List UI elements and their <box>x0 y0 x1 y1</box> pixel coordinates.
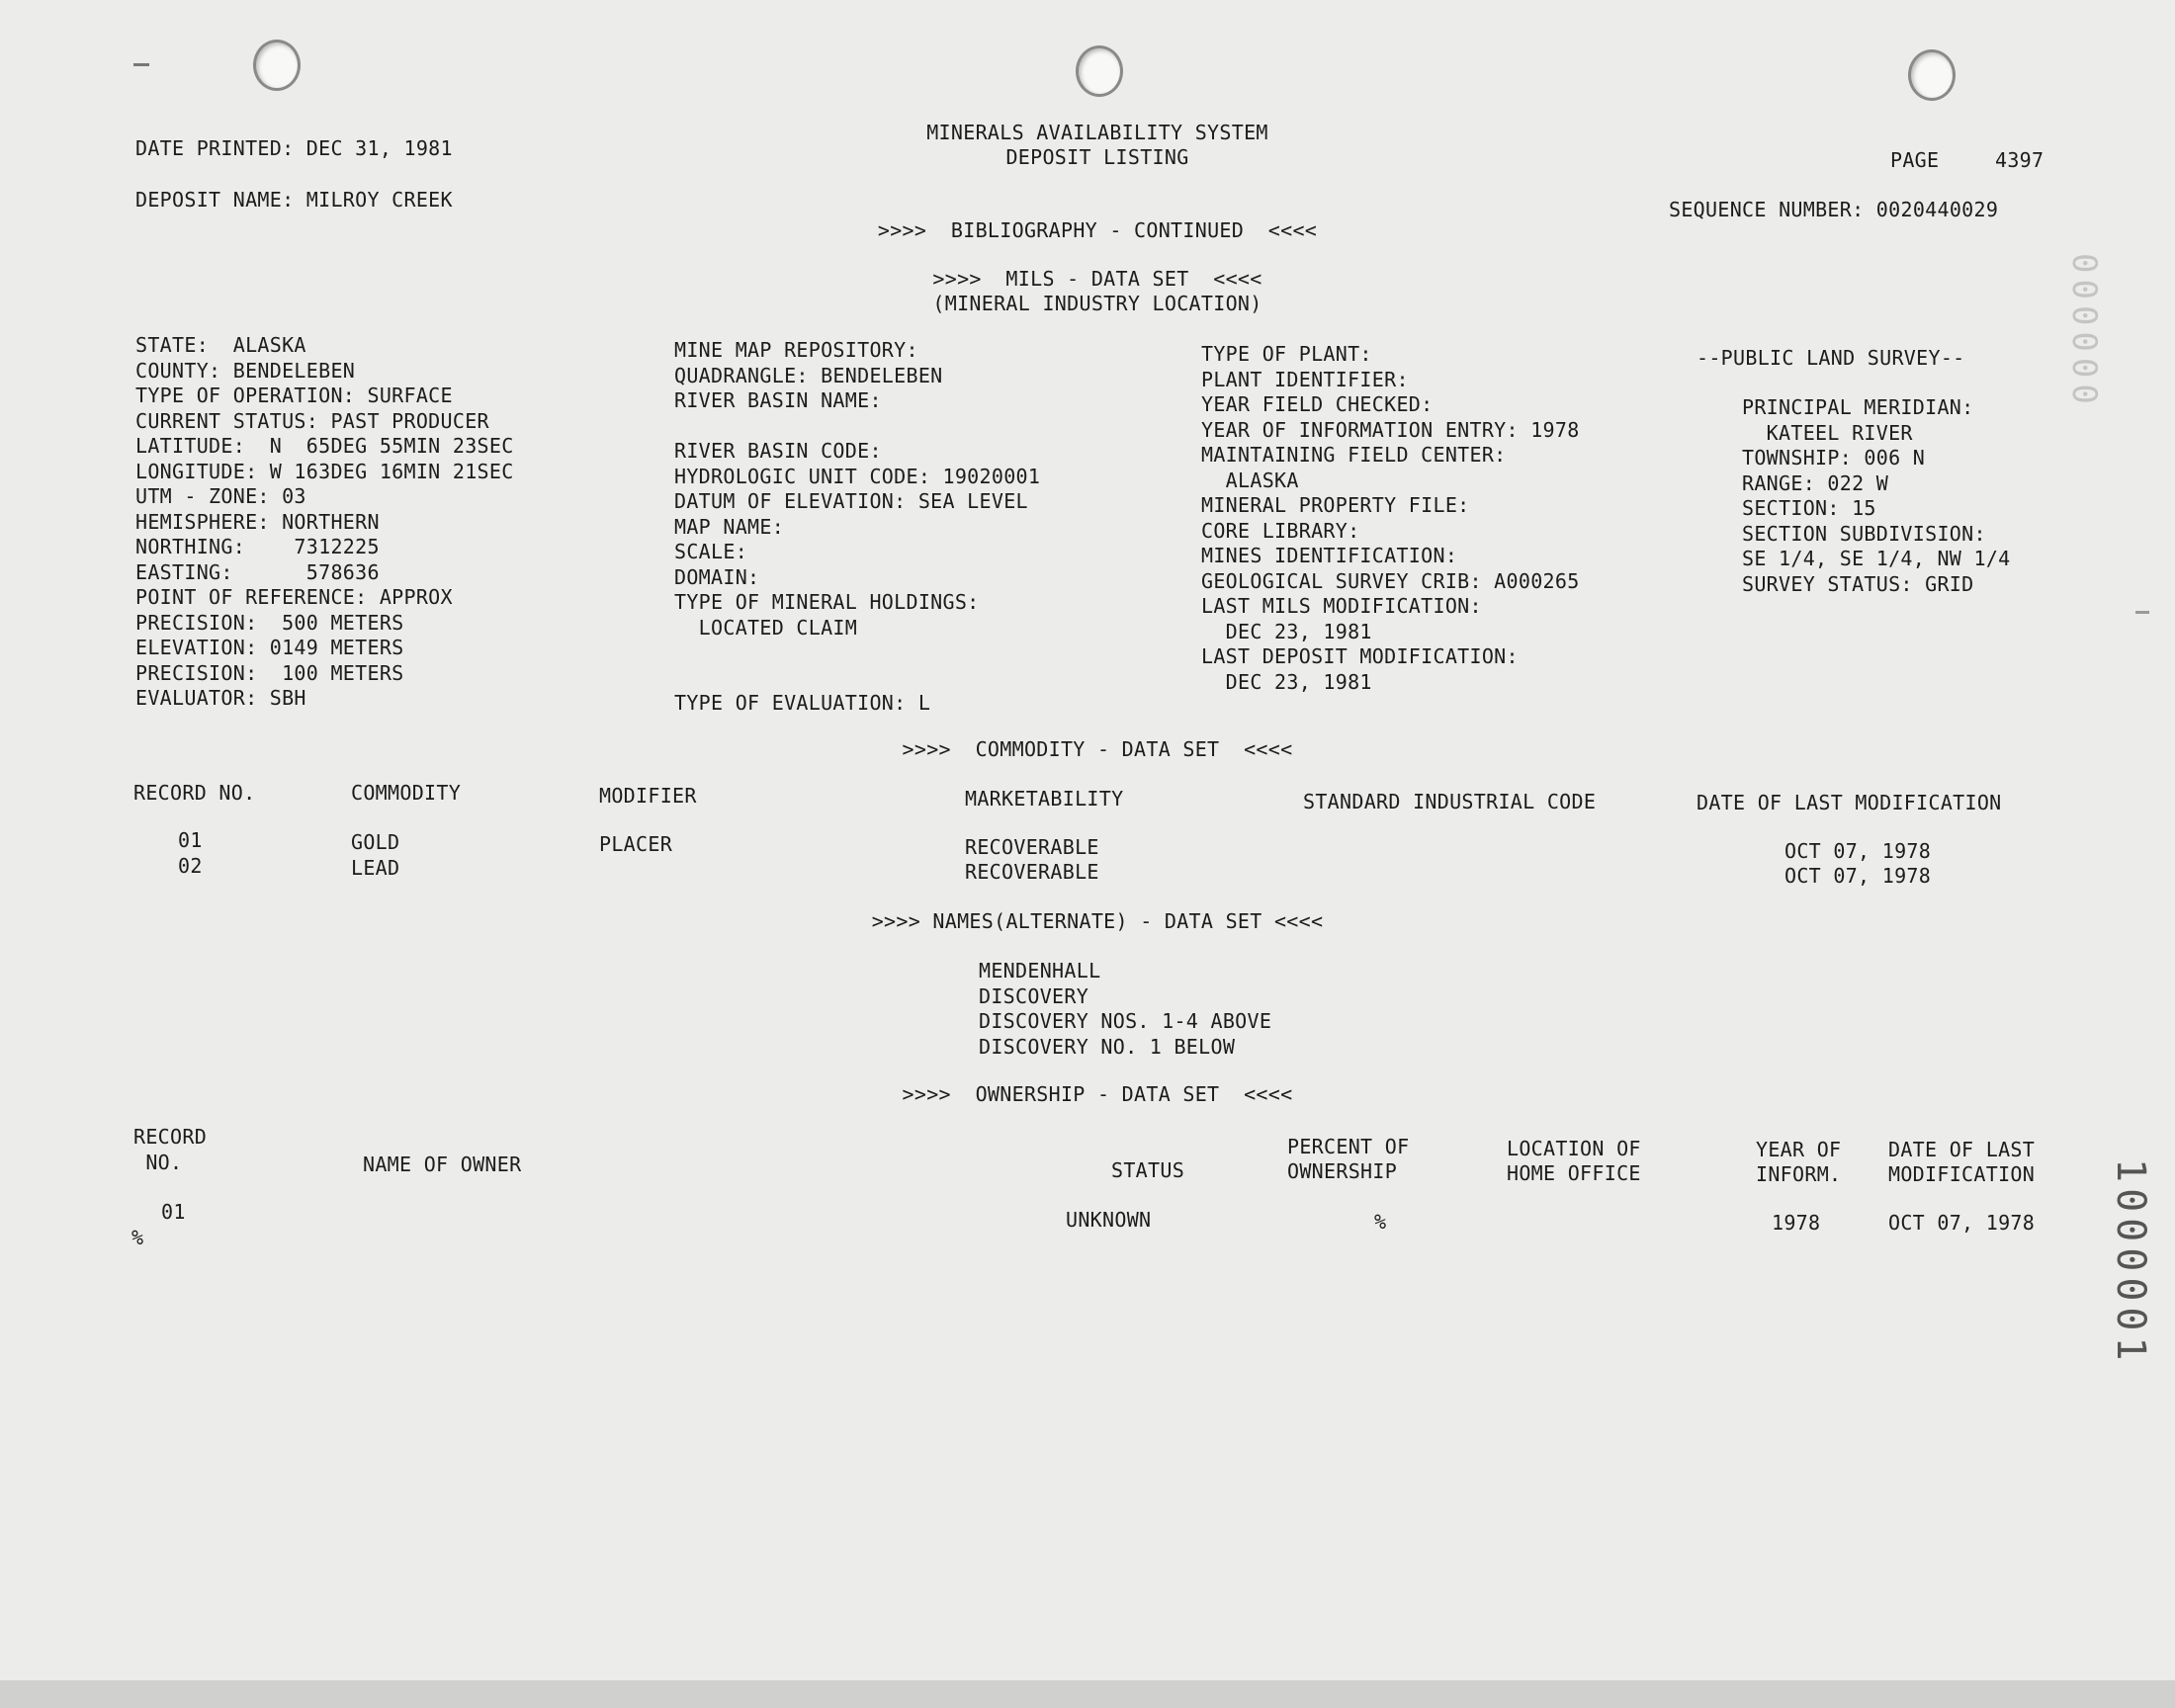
ownership-header-record-no: NO. <box>133 1151 183 1174</box>
ownership-heading: >>>> OWNERSHIP - DATA SET <<<< <box>902 1082 1293 1106</box>
alternate-name: DISCOVERY NO. 1 BELOW <box>979 1034 1236 1059</box>
alternate-name: MENDENHALL <box>979 959 1101 982</box>
punch-hole <box>1076 45 1123 97</box>
field-line: LAST MILS MODIFICATION: <box>1201 594 1482 618</box>
location-column <box>135 333 514 712</box>
field-line: COUNTY: BENDELEBEN <box>135 358 356 383</box>
field-line: QUADRANGLE: BENDELEBEN <box>674 363 943 387</box>
ownership-header-location: LOCATION OF <box>1507 1137 1641 1160</box>
field-line: CURRENT STATUS: PAST PRODUCER <box>135 408 489 433</box>
field-line: GEOLOGICAL SURVEY CRIB: A000265 <box>1201 568 1580 593</box>
system-title: MINERALS AVAILABILITY SYSTEM <box>926 121 1268 144</box>
field-line: MAINTAINING FIELD CENTER: <box>1201 443 1507 467</box>
commodity-heading: >>>> COMMODITY - DATA SET <<<< <box>902 737 1293 761</box>
ownership-row-year: 1978 <box>1772 1211 1821 1235</box>
land-survey-column <box>1742 395 2011 597</box>
field-line: PRECISION: 100 METERS <box>135 660 404 685</box>
bibliography-heading: >>>> BIBLIOGRAPHY - CONTINUED <<<< <box>877 218 1318 242</box>
field-line: DEC 23, 1981 <box>1201 669 1372 694</box>
field-line: MINERAL PROPERTY FILE: <box>1201 493 1470 517</box>
ownership-row-marker: % <box>131 1226 144 1249</box>
field-line: UTM - ZONE: 03 <box>135 484 306 508</box>
deposit-name: DEPOSIT NAME: MILROY CREEK <box>135 188 453 212</box>
commodity-header-date: DATE OF LAST MODIFICATION <box>1696 791 2002 814</box>
table-row-date: OCT 07, 1978 <box>1784 864 1932 888</box>
ownership-row-percent: % <box>1374 1210 1387 1234</box>
field-line <box>674 640 1040 666</box>
field-line: TOWNSHIP: 006 N <box>1742 446 1926 470</box>
mils-heading: >>>> MILS - DATA SET <<<< <box>932 267 1262 291</box>
page-label: PAGE <box>1890 148 1940 172</box>
table-row-date: OCT 07, 1978 <box>1784 839 1932 863</box>
field-line: DEC 23, 1981 <box>1201 619 1372 643</box>
listing-title: DEPOSIT LISTING <box>1005 145 1189 169</box>
field-line: SURVEY STATUS: GRID <box>1742 571 1974 596</box>
repository-column <box>674 338 1040 717</box>
field-line: LONGITUDE: W 163DEG 16MIN 21SEC <box>135 459 514 483</box>
field-line: SECTION SUBDIVISION: <box>1742 521 1986 546</box>
field-line: POINT OF REFERENCE: APPROX <box>135 585 453 609</box>
ownership-header-record: RECORD <box>133 1125 208 1149</box>
table-row-record: 01 <box>178 828 203 852</box>
field-line: PLANT IDENTIFIER: <box>1201 367 1409 391</box>
ownership-header-year: YEAR OF <box>1756 1138 1842 1161</box>
field-line: HYDROLOGIC UNIT CODE: 19020001 <box>674 464 1041 488</box>
punch-hole <box>253 40 301 91</box>
commodity-header-sic: STANDARD INDUSTRIAL CODE <box>1303 790 1597 813</box>
field-line: LOCATED CLAIM <box>674 615 858 640</box>
commodity-header-commodity: COMMODITY <box>351 781 462 805</box>
alternate-names-list <box>979 959 1271 1060</box>
scan-mark <box>133 63 149 66</box>
field-line: TYPE OF EVALUATION: L <box>674 691 931 715</box>
field-line: ALASKA <box>1201 468 1299 492</box>
field-line: RIVER BASIN NAME: <box>674 388 882 412</box>
field-line: MINE MAP REPOSITORY: <box>674 338 918 362</box>
field-line: CORE LIBRARY: <box>1201 518 1360 543</box>
field-line: EASTING: 578636 <box>135 559 380 584</box>
field-line: RANGE: 022 W <box>1742 470 1889 495</box>
table-row-record: 02 <box>178 854 203 878</box>
ownership-header-percent-2: OWNERSHIP <box>1287 1159 1398 1183</box>
table-row-modifier: PLACER <box>599 832 673 856</box>
field-line: TYPE OF OPERATION: SURFACE <box>135 384 453 407</box>
field-line: TYPE OF PLANT: <box>1201 342 1372 366</box>
ownership-header-year-2: INFORM. <box>1756 1162 1842 1186</box>
field-line: MAP NAME: <box>674 514 785 539</box>
field-line: NORTHING: 7312225 <box>135 535 380 558</box>
field-line: ELEVATION: 0149 METERS <box>135 636 404 659</box>
field-line: RIVER BASIN CODE: <box>674 439 882 463</box>
ownership-header-location-2: HOME OFFICE <box>1507 1161 1641 1185</box>
ownership-header-date-2: MODIFICATION <box>1888 1162 2036 1186</box>
faint-frame-number: 000000 <box>2064 253 2104 410</box>
ownership-header-status: STATUS <box>1111 1158 1185 1182</box>
field-line: YEAR FIELD CHECKED: <box>1201 392 1434 416</box>
field-line: SCALE: <box>674 540 748 563</box>
ownership-header-percent: PERCENT OF <box>1287 1135 1410 1158</box>
page-edge <box>0 1680 2175 1708</box>
field-line: PRINCIPAL MERIDIAN: <box>1742 395 1974 419</box>
field-line: EVALUATOR: SBH <box>135 686 306 710</box>
field-line: SE 1/4, SE 1/4, NW 1/4 <box>1742 547 2011 570</box>
table-row-commodity: GOLD <box>351 830 400 854</box>
alternate-name: DISCOVERY <box>979 983 1089 1008</box>
plant-column <box>1201 342 1580 695</box>
sequence-number: SEQUENCE NUMBER: 0020440029 <box>1669 198 1999 221</box>
commodity-header-modifier: MODIFIER <box>599 784 697 808</box>
ownership-header-date: DATE OF LAST <box>1888 1138 2036 1161</box>
field-line: TYPE OF MINERAL HOLDINGS: <box>674 590 980 614</box>
public-land-survey-heading: --PUBLIC LAND SURVEY-- <box>1696 346 1965 370</box>
commodity-header-marketability: MARKETABILITY <box>965 787 1124 811</box>
field-line: PRECISION: 500 METERS <box>135 610 404 635</box>
field-line: KATEEL RIVER <box>1742 420 1913 445</box>
ownership-row-record: 01 <box>161 1200 186 1224</box>
commodity-header-record: RECORD NO. <box>133 781 256 805</box>
scan-mark <box>2135 611 2149 614</box>
field-line <box>674 414 1040 440</box>
field-line: LAST DEPOSIT MODIFICATION: <box>1201 644 1519 668</box>
field-line <box>674 666 1040 692</box>
field-line: MINES IDENTIFICATION: <box>1201 544 1458 567</box>
frame-number: 1000001 <box>2108 1158 2153 1367</box>
field-line: HEMISPHERE: NORTHERN <box>135 509 380 534</box>
mils-subheading: (MINERAL INDUSTRY LOCATION) <box>932 292 1262 315</box>
table-row-marketability: RECOVERABLE <box>965 860 1099 884</box>
table-row-marketability: RECOVERABLE <box>965 835 1099 859</box>
page-number: 4397 <box>1995 148 2044 172</box>
ownership-header-owner: NAME OF OWNER <box>363 1153 522 1176</box>
table-row-commodity: LEAD <box>351 856 400 880</box>
ownership-row-date: OCT 07, 1978 <box>1888 1211 2036 1235</box>
field-line: DATUM OF ELEVATION: SEA LEVEL <box>674 489 1028 513</box>
field-line: STATE: ALASKA <box>135 333 306 357</box>
date-printed: DATE PRINTED: DEC 31, 1981 <box>135 136 453 160</box>
names-heading: >>>> NAMES(ALTERNATE) - DATA SET <<<< <box>871 909 1324 933</box>
field-line: SECTION: 15 <box>1742 496 1876 520</box>
alternate-name: DISCOVERY NOS. 1-4 ABOVE <box>979 1009 1272 1033</box>
field-line: DOMAIN: <box>674 564 760 589</box>
ownership-row-status: UNKNOWN <box>1066 1208 1152 1232</box>
field-line: YEAR OF INFORMATION ENTRY: 1978 <box>1201 417 1580 442</box>
field-line: LATITUDE: N 65DEG 55MIN 23SEC <box>135 434 514 458</box>
punch-hole <box>1908 49 1956 101</box>
